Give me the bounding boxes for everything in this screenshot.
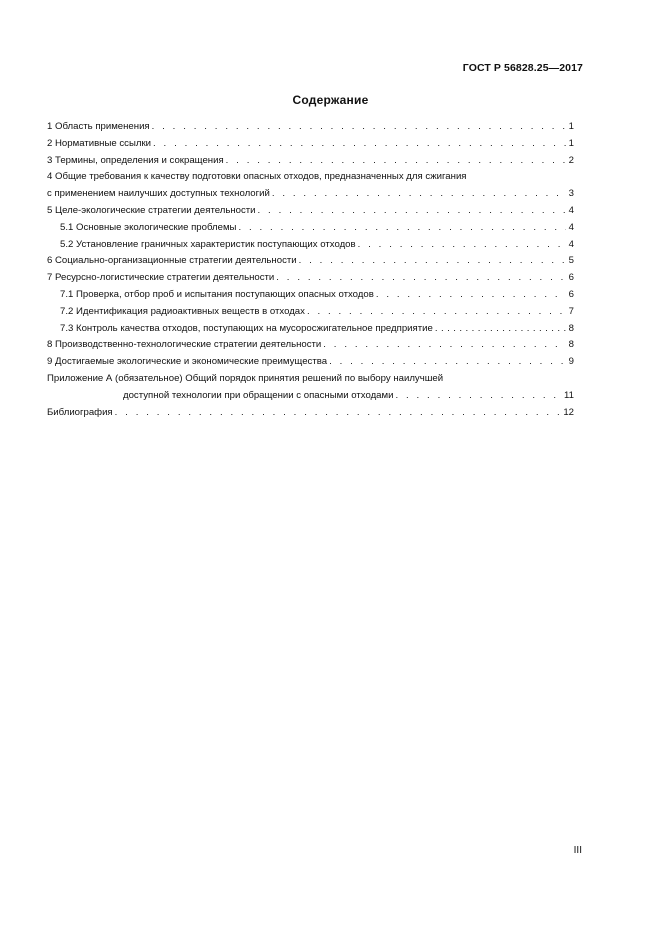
toc-entry-7-3[interactable] [47,321,574,338]
toc-entry-page: 7 [568,305,574,317]
toc-entry-label: 7.3 Контроль качества отходов, поступающих на мусоросжигательное предприятие [60,322,433,334]
toc-entry-label-line1: 4 Общие требования к качеству подготовки опасных отходов, предназначенных для сжигания [47,171,467,183]
page-number: III [573,845,582,856]
toc-entry-page: 6 [568,288,574,300]
toc-entry-page: 8 [568,322,574,334]
toc-entry-2[interactable] [47,136,574,153]
toc-entry-3[interactable] [47,153,574,170]
toc-entry-page: 2 [568,154,574,166]
dot-leader [299,253,566,270]
toc-entry-label: 6 Социально-организационные стратегии деятельности [47,255,297,267]
toc-entry-7-2[interactable] [47,304,574,321]
toc-entry-page: 3 [568,188,574,200]
toc-entry-page: 6 [568,272,574,284]
toc-title: Содержание [292,93,369,107]
dot-leader [226,153,566,170]
toc-entry-page: 5 [568,255,574,267]
toc-entry-page: 8 [568,339,574,351]
toc-entry-bibliography[interactable] [47,405,574,422]
toc-entry-5-1[interactable] [47,220,574,237]
toc-entry-5[interactable] [47,203,574,220]
dot-leader [153,136,566,153]
toc-entry-page: 1 [568,137,574,149]
dot-leader [358,237,566,254]
toc-entry-page: 1 [568,121,574,132]
toc-entry-label: 5 Целе-экологические стратегии деятельности [47,204,256,216]
toc-entry-label: 5.2 Установление граничных характеристик поступающих отходов [60,238,356,250]
dot-leader [435,321,566,338]
dot-leader [276,270,566,287]
toc-entry-label: 7 Ресурсно-логистические стратегии деятельности [47,272,275,284]
toc-entry-label: 7.2 Идентификация радиоактивных веществ в отходах [60,305,305,317]
dot-leader [258,203,566,220]
toc-entry-page: 4 [568,204,574,216]
toc-entry-label: Библиография [47,406,113,418]
dot-leader [376,287,566,304]
dot-leader [115,405,562,422]
toc-entry-label-line1: Приложение А (обязательное) Общий порядок принятия решений по выбору наилучшей [47,372,444,384]
dot-leader [238,220,566,237]
dot-leader [307,304,566,321]
toc-entry-5-2[interactable] [47,237,574,254]
toc-entry-4[interactable] [47,169,574,203]
toc-entry-7-1[interactable] [47,287,574,304]
toc-entry-6[interactable] [47,253,574,270]
toc-entry-page: 12 [563,406,574,418]
toc-entry-1[interactable] [47,119,574,136]
toc-entry-label: 1 Область применения [47,121,150,132]
toc-entry-label: 8 Производственно-технологические стратегии деятельности [47,339,322,351]
toc-entry-label: 7.1 Проверка, отбор проб и испытания поступающих опасных отходов [60,288,374,300]
table-of-contents [47,119,574,421]
dot-leader [395,388,562,405]
dot-leader [329,354,566,371]
toc-entry-page: 4 [568,221,574,233]
toc-entry-label-line2: доступной технологии при обращении с опасными отходами [123,389,394,401]
toc-entry-page: 9 [568,356,574,368]
document-id: ГОСТ Р 56828.25—2017 [462,62,583,74]
toc-entry-9[interactable] [47,354,574,371]
toc-entry-label: 2 Нормативные ссылки [47,137,152,149]
toc-entry-label-line2: с применением наилучших доступных технологий [47,188,270,200]
dot-leader [152,119,566,136]
dot-leader [272,186,566,203]
toc-entry-page: 11 [564,389,574,401]
dot-leader [323,337,566,354]
toc-entry-label: 9 Достигаемые экологические и экономические преимущества [47,356,328,368]
toc-entry-appendix-a[interactable] [47,371,574,405]
toc-entry-page: 4 [568,238,574,250]
toc-entry-8[interactable] [47,337,574,354]
toc-entry-label: 5.1 Основные экологические проблемы [60,221,237,233]
toc-entry-label: 3 Термины, определения и сокращения [47,154,224,166]
toc-entry-7[interactable] [47,270,574,287]
